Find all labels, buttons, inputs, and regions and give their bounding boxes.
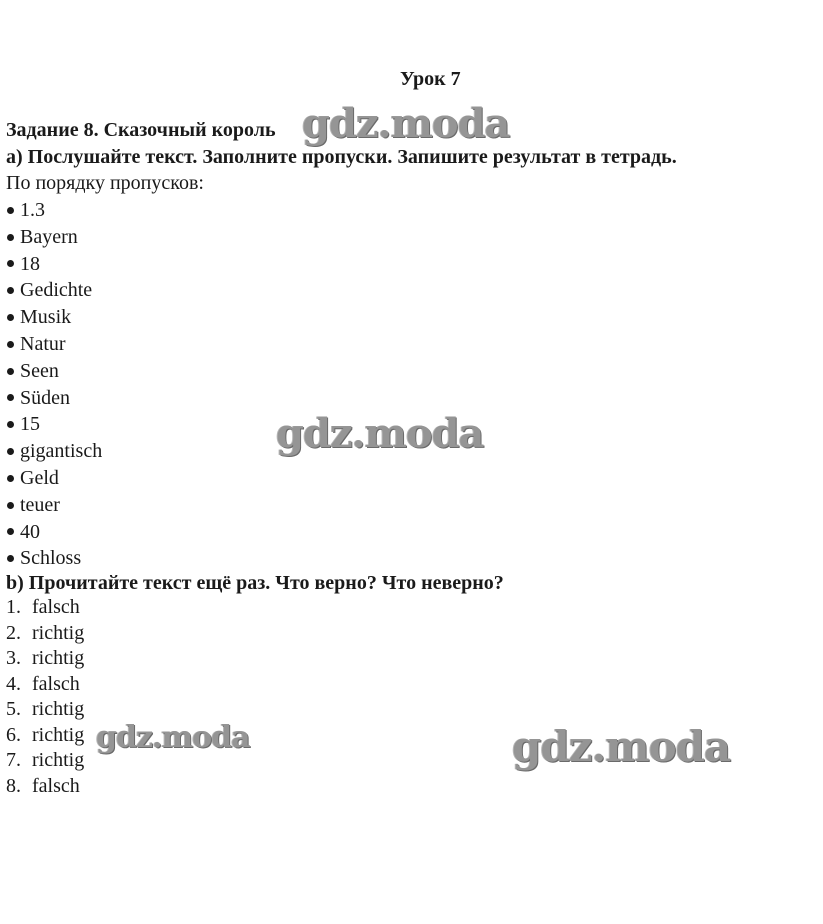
list-item-text: Geld xyxy=(20,466,59,489)
list-item-text: gigantisch xyxy=(20,440,103,463)
item-number: 4. xyxy=(6,672,21,695)
list-item-text: 18 xyxy=(20,252,40,275)
list-item xyxy=(6,697,84,723)
item-number: 6. xyxy=(6,723,21,746)
true-false-list xyxy=(6,595,84,799)
list-item-text: Schloss xyxy=(20,547,82,570)
list-item-text: Natur xyxy=(20,332,66,355)
list-item-text: Musik xyxy=(20,306,72,329)
list-item xyxy=(6,224,102,251)
item-answer: richtig xyxy=(32,698,85,720)
item-number: 5. xyxy=(6,698,21,720)
bullet-icon xyxy=(7,555,14,562)
watermark: gdz.moda xyxy=(96,720,250,755)
list-item xyxy=(6,304,102,331)
list-item xyxy=(6,251,102,278)
item-answer: richtig xyxy=(32,647,85,669)
list-item xyxy=(6,358,102,385)
bullet-icon xyxy=(7,502,14,509)
bullet-icon xyxy=(7,368,14,375)
answers-bullet-list xyxy=(6,197,102,572)
list-item-text: 15 xyxy=(20,413,40,436)
watermark: gdz.moda xyxy=(512,722,731,771)
list-item-text: Seen xyxy=(20,359,59,382)
list-item xyxy=(6,723,84,749)
bullet-icon xyxy=(7,234,14,241)
item-number: 7. xyxy=(6,749,21,771)
list-item-text: 40 xyxy=(20,520,40,543)
list-item-text: Bayern xyxy=(20,225,78,248)
bullet-icon xyxy=(7,314,14,321)
item-answer: richtig xyxy=(32,621,85,644)
list-item xyxy=(6,646,84,672)
item-number: 1. xyxy=(6,596,21,618)
list-item-text: teuer xyxy=(20,493,60,516)
watermark: gdz.moda xyxy=(276,410,484,457)
part-a-title: a) Послушайте текст. Заполните пропуски. Запишите результат в тетрадь. xyxy=(6,146,677,168)
bullet-icon xyxy=(7,207,14,214)
item-number: 2. xyxy=(6,621,21,644)
list-item xyxy=(6,774,84,800)
bullet-icon xyxy=(7,341,14,348)
item-number: 3. xyxy=(6,647,21,669)
bullet-icon xyxy=(7,260,14,267)
item-answer: falsch xyxy=(32,672,80,695)
list-item xyxy=(6,411,102,438)
list-item xyxy=(6,621,84,647)
list-item xyxy=(6,519,102,546)
bullet-icon xyxy=(7,394,14,401)
item-answer: richtig xyxy=(32,723,85,746)
list-item xyxy=(6,197,102,224)
page-title: Урок 7 xyxy=(400,68,461,90)
list-item xyxy=(6,672,84,698)
bullet-icon xyxy=(7,287,14,294)
list-item xyxy=(6,277,102,304)
item-answer: falsch xyxy=(32,596,80,618)
list-item-text: Süden xyxy=(20,386,70,409)
item-answer: falsch xyxy=(32,774,80,797)
list-item-text: Gedichte xyxy=(20,279,93,302)
list-item xyxy=(6,331,102,358)
list-item xyxy=(6,748,84,774)
list-item xyxy=(6,492,102,519)
list-item xyxy=(6,545,102,572)
watermark: gdz.moda xyxy=(302,100,510,147)
bullet-icon xyxy=(7,421,14,428)
bullet-icon xyxy=(7,475,14,482)
list-item-text: 1.3 xyxy=(20,199,45,221)
part-a-intro: По порядку пропусков: xyxy=(6,172,204,194)
list-item xyxy=(6,438,102,465)
task-title: Задание 8. Сказочный король xyxy=(6,119,276,141)
list-item xyxy=(6,385,102,412)
item-answer: richtig xyxy=(32,749,85,771)
list-item xyxy=(6,595,84,621)
list-item xyxy=(6,465,102,492)
part-b-title: b) Прочитайте текст ещё раз. Что верно? Что неверно? xyxy=(6,572,504,594)
item-number: 8. xyxy=(6,774,21,797)
bullet-icon xyxy=(7,448,14,455)
bullet-icon xyxy=(7,528,14,535)
